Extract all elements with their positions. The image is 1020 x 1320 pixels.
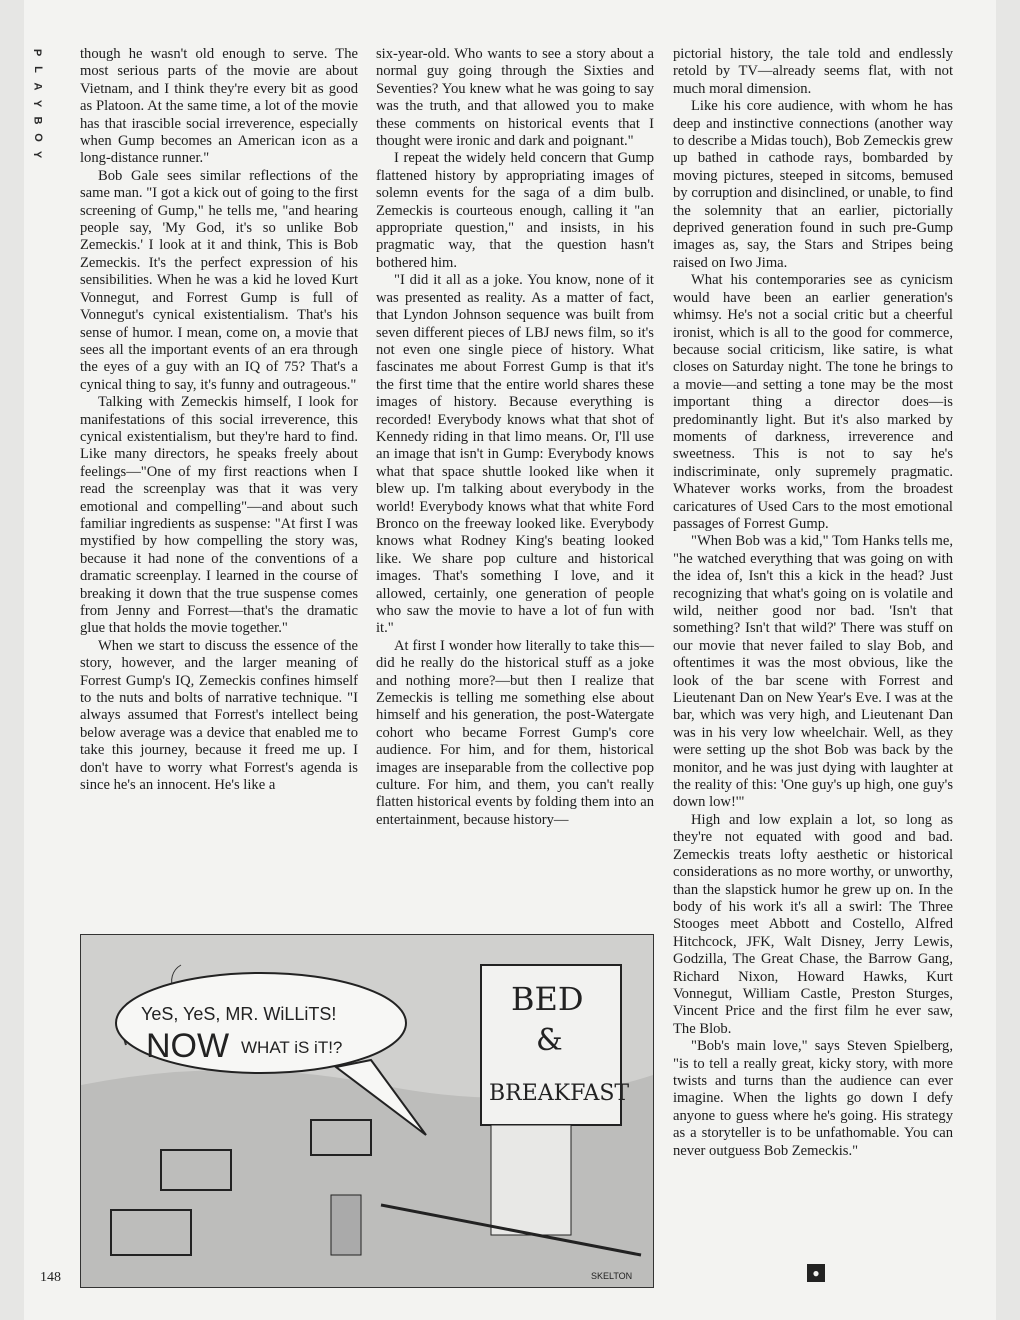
cartoon-signature: SKELTON <box>591 1271 633 1281</box>
paragraph: "When Bob was a kid," Tom Hanks tells me, "he watched everything that was going on with the idea of, Isn't this a kick in the head? Just recognizing that what's going on is volatile and wild, neither good nor bad. 'Isn't that something? Isn't that wild?' There was stuff on our movie that never failed to slay Bob, and oftentimes it was the most obvious, like the look of the bar scene with Forrest and Lieutenant Dan on New Year's Eve. I was at the bar, which was very high, and Lieutenant Dan was in his very low wheelchair. Well, as they were setting up the shot Bob was back by the monitor, and he was just dying with laughter at the reality of this: 'One guy's up high, one guy's down low!'" <box>673 533 953 811</box>
wordmark-letter: A <box>31 82 44 91</box>
paragraph: "Bob's main love," says Steven Spielberg, "is to tell a really great, kicky story, with more twists and turns than the audience can ever imagine. When the lights go down I defy anyone to guess where he's going. His strategy as a storyteller is to be unfathomable. You can never outguess Bob Zemeckis." <box>673 1038 953 1159</box>
speech-line-1: YeS, YeS, MR. WiLLiTS! <box>141 1004 337 1024</box>
speech-rest: WHAT iS iT!? <box>241 1038 343 1057</box>
wordmark-letter: P <box>31 48 44 57</box>
wordmark-letter: Y <box>31 99 44 108</box>
paragraph: pictorial history, the tale told and endlessly retold by TV—already seems flat, with not much moral dimension. <box>673 46 953 97</box>
wordmark-letter: B <box>31 116 44 125</box>
sign-ampersand: & <box>536 1023 563 1058</box>
speech-now: NOW <box>146 1027 230 1065</box>
text-column-1 <box>80 46 358 794</box>
page-number: 148 <box>40 1270 61 1285</box>
sign-bed: BED <box>511 980 584 1018</box>
paragraph: six-year-old. Who wants to see a story about a normal guy going through the Sixties and Seventies? You knew what he was going to say was the truth, and that allowed you to make these comments on historical events that I thought were ironic and dark and poignant." <box>376 46 654 150</box>
paragraph: Talking with Zemeckis himself, I look for manifestations of this social irreverence, this cynical existentialism, but they're hard to find. Like many directors, he speaks freely about feelings—"One of my first reactions when I read the screenplay was that it was very emotional and compelling"—and about such familiar ingredients as suspense: "At first I was mystified by how compelling the story was, because it had none of the conventions of a dramatic screenplay. I learned in the course of breaking it down that the true suspense comes from Jenny and Forrest—that's the dramatic glue that holds the movie together." <box>80 394 358 637</box>
magazine-sidebar-wordmark <box>30 44 44 163</box>
wordmark-letter: L <box>31 66 44 73</box>
rabbit-head-end-mark-icon: ● <box>807 1264 825 1282</box>
paragraph: Bob Gale sees similar reflections of the same man. "I got a kick out of going to the first screening of Gump," he tells me, "and hearing people say, 'My God, it's so unlike Bob Zemeckis.' I look at it and think, This is Bob Zemeckis. It's the perfect expression of his sensibilities. When he was a kid he loved Kurt Vonnegut, and Forrest Gump is full of Vonnegut's cynical existentialism. That's his sense of humor. I mean, come on, a movie that sees all the important events of an era through the eyes of a guy with an IQ of 75? That's a cynical thing to say, it's funny and outrageous." <box>80 167 358 393</box>
cartoon-drawing <box>81 935 653 1287</box>
paragraph: Like his core audience, with whom he has deep and instinctive connections (another way to describe a Midas touch), Bob Zemeckis grew up bathed in cathode rays, bombarded by moving pictures, steeped in sitcoms, bemused by corruption and disinclined, or unable, to find the solemnity that an earlier, pictorially deprived generation found in such pre-Gump images as, say, the Stars and Stripes being raised on Iwo Jima. <box>673 98 953 271</box>
paragraph: I repeat the widely held concern that Gump flattened history by appropriating images of solemn events for the saga of a dim bulb. Zemeckis is courteous enough, calling it "an appropriate question," and insists, in his pragmatic way, that the question hasn't bothered him. <box>376 150 654 271</box>
paragraph: What his contemporaries see as cynicism would have been an earlier generation's whimsy. He's not a social critic but a cheerful ironist, which is all to the good for commerce, because social criticism, like satire, is what closes on Saturday night. The tone he brings to a movie—and setting a tone may be the most important thing a director does—is predominantly light. But it's also marked by moments of darkness, irreverence and sweetness. This is not to say he's indiscriminate, only supremely pragmatic. Whatever works works, from the broadest caricatures of Used Cars to the most emotional passages of Forrest Gump. <box>673 272 953 532</box>
cartoon-house <box>491 1125 571 1235</box>
sign-breakfast: BREAKFAST <box>489 1081 630 1106</box>
text-column-2 <box>376 46 654 829</box>
paragraph: At first I wonder how literally to take this—did he really do the historical stuff as a joke and nothing more?—but then I realize that Zemeckis is telling me something else about himself and his generation, the post-Watergate cohort who became Forrest Gump's core audience. For him, and for them, historical images are inseparable from the collective pop culture. For him, and them, you can't really flatten historical events by folding them into an entertainment, because history— <box>376 637 654 828</box>
wordmark-letter: O <box>31 133 44 142</box>
paragraph: "I did it all as a joke. You know, none of it was presented as reality. As a matter of fact, that Lyndon Johnson sequence was built from seven different pieces of LBJ news film, so it's not even one single piece of history. What fascinates me about Forrest Gump is that it's the first time that the entire world shares these images of history. Because everything is recorded! Everybody knows what that shot of Kennedy riding in that limo means. Or, I'll use an image that isn't in Gump: Everybody knows what that space shuttle looked like when it blew up. I'm talking about everybody in the world! Everybody knows what that white Ford Bronco on the freeway looked like. Everybody knows what Rodney King's beating looked like. We share pop culture and historical images. That's something I love, and it allowed, certainly, one generation of people who saw the movie to have a lot of fun with it." <box>376 272 654 637</box>
wordmark-letter: Y <box>31 150 44 159</box>
paragraph: though he wasn't old enough to serve. The most serious parts of the movie are about Vietnam, and I think they're every bit as good as Platoon. At the same time, a lot of the movie has that irascible social irreverence, especially when Gump becomes an American icon as a long-distance runner." <box>80 46 358 167</box>
paragraph: When we start to discuss the essence of the story, however, and the larger meaning of Forrest Gump's IQ, Zemeckis confines himself to the nuts and bolts of narrative technique. "I always assumed that Forrest's intellect being below average was a device that enabled me to take this journey, because it freed me up. I don't have to worry what Forrest's agenda is since he's an innocent. He's like a <box>80 637 358 794</box>
paragraph: High and low explain a lot, so long as they're not equated with good and bad. Zemeckis treats lofty aesthetic or historical considerations as no more worthy, or unworthy, than the slapstick humor he grew up on. In the body of his work it's all a swirl: The Three Stooges meet Abbott and Costello, Alfred Hitchcock, JFK, Walt Disney, Jerry Lewis, Godzilla, The Great Chase, the Barrow Gang, Richard Nixon, Howard Hawks, Kurt Vonnegut, William Castle, Preston Sturges, Vincent Price and the first film he ever saw, The Blob. <box>673 811 953 1037</box>
cartoon-character <box>331 1195 361 1255</box>
cartoon-illustration <box>80 934 654 1288</box>
text-column-3 <box>673 46 953 1160</box>
